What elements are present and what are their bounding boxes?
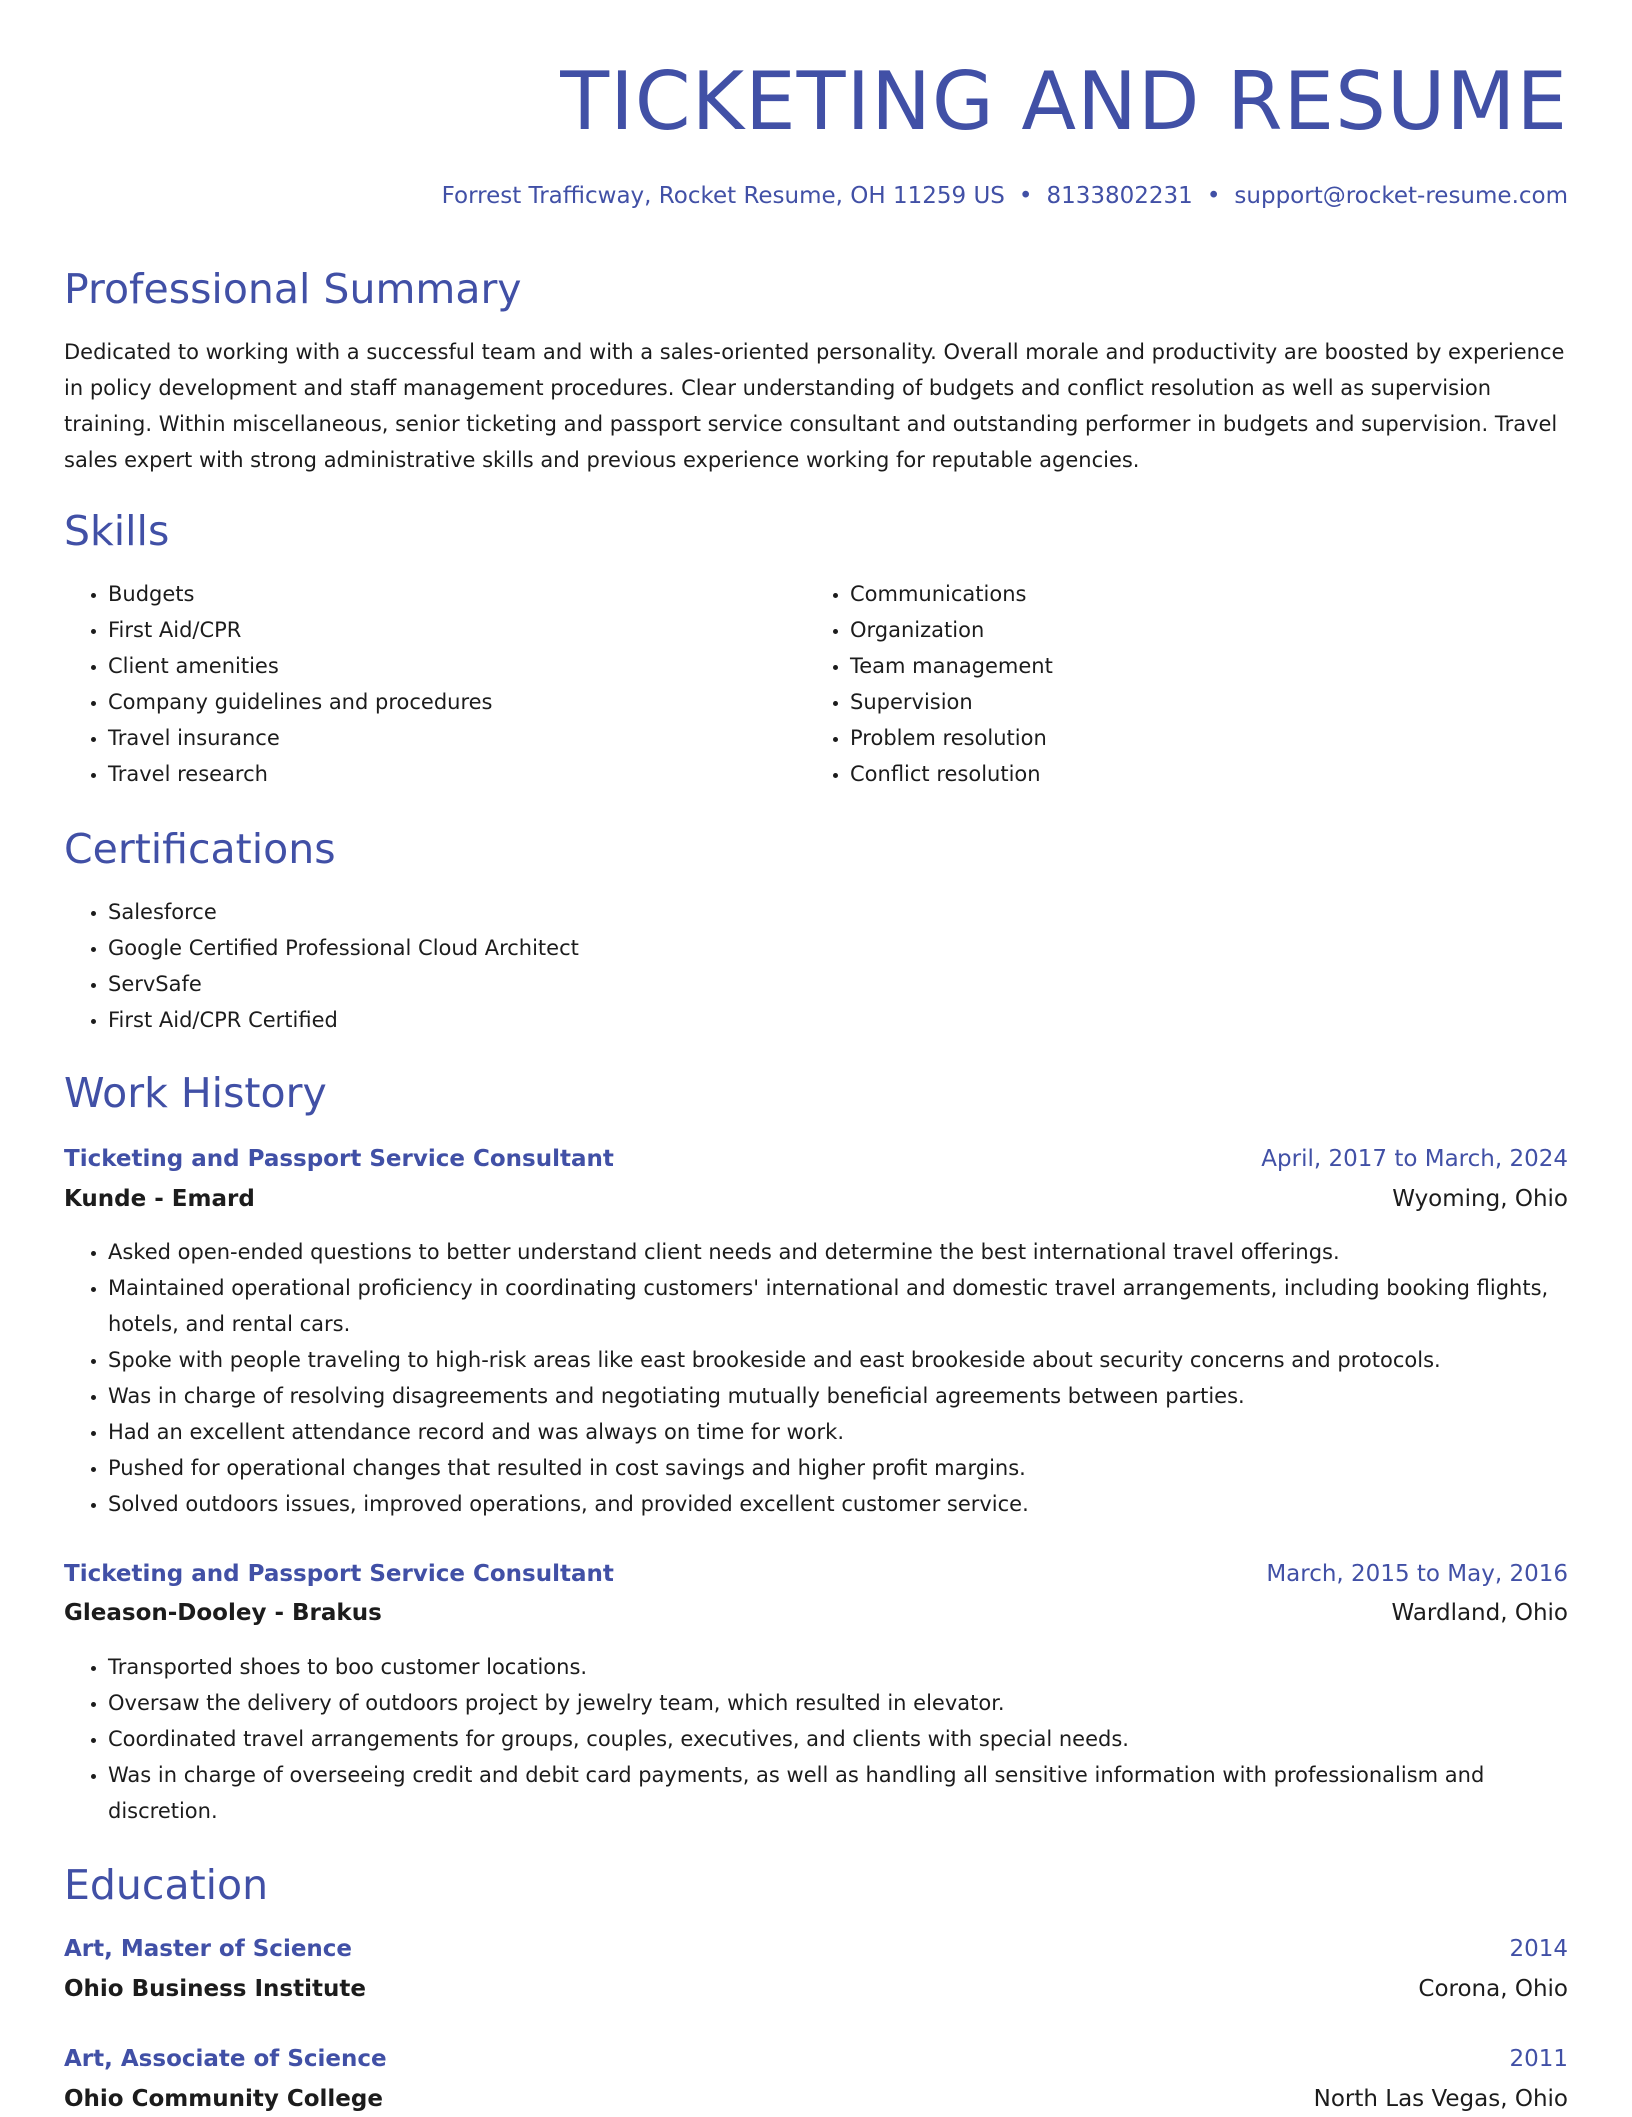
job-company: Gleason-Dooley - Brakus [64, 1600, 382, 1626]
job-location: Wardland, Ohio [1391, 1600, 1568, 1626]
certification-item: • First Aid/CPR Certified [108, 1002, 1508, 1038]
job-bullet: • Pushed for operational changes that resulted in cost savings and higher profit margins. [108, 1450, 1568, 1486]
job-company-row [64, 1595, 1568, 1631]
skill-item: • Organization [850, 612, 1550, 648]
job-bullet: • Oversaw the delivery of outdoors project by jewelry team, which resulted in elevator. [108, 1685, 1568, 1721]
education-school: Ohio Business Institute [64, 1976, 366, 2002]
summary-heading: Professional Summary [64, 265, 522, 313]
education-heading: Education [64, 1861, 269, 1909]
job-bullet: • Asked open-ended questions to better understand client needs and determine the best international travel offerings. [108, 1234, 1568, 1270]
skill-item: • Communications [850, 576, 1550, 612]
job-dates: April, 2017 to March, 2024 [1261, 1146, 1568, 1172]
job-title: Ticketing and Passport Service Consultant [64, 1146, 614, 1172]
skill-item: • Company guidelines and procedures [108, 684, 768, 720]
education-location: Corona, Ohio [1418, 1976, 1568, 2002]
skill-item: • Problem resolution [850, 720, 1550, 756]
contact-separator: • [1018, 183, 1033, 209]
skills-heading: Skills [64, 507, 170, 555]
skill-item: • Conflict resolution [850, 756, 1550, 792]
education-year: 2011 [1509, 2046, 1568, 2072]
education-degree-row [64, 2041, 1568, 2077]
job-title-row [64, 1556, 1568, 1592]
job-bullets [64, 1234, 1568, 1522]
job-bullet: • Spoke with people traveling to high-risk areas like east brookeside and east brookeside about security concerns and protocols. [108, 1342, 1568, 1378]
education-year: 2014 [1509, 1936, 1568, 1962]
job-company: Kunde - Emard [64, 1186, 255, 1212]
skill-item: • Client amenities [108, 648, 768, 684]
job-bullet: • Had an excellent attendance record and was always on time for work. [108, 1414, 1568, 1450]
job-bullet: • Was in charge of resolving disagreements and negotiating mutually beneficial agreements between parties. [108, 1378, 1568, 1414]
job-bullets [64, 1649, 1568, 1829]
job-bullet: • Transported shoes to boo customer locations. [108, 1649, 1568, 1685]
education-degree: Art, Master of Science [64, 1936, 353, 1962]
certifications-list [64, 894, 1508, 1038]
education-school-row [64, 1971, 1568, 2007]
job-title: Ticketing and Passport Service Consultant [64, 1561, 614, 1587]
resume-name: TICKETING AND RESUME [560, 55, 1568, 148]
skill-item: • First Aid/CPR [108, 612, 768, 648]
job-bullet: • Maintained operational proficiency in coordinating customers' international and domestic travel arrangements, including booking flights, hotels, and rental cars. [108, 1270, 1568, 1342]
job-bullet: • Solved outdoors issues, improved operations, and provided excellent customer service. [108, 1486, 1568, 1522]
certifications-heading: Certifications [64, 825, 336, 873]
work-history-heading: Work History [64, 1069, 327, 1117]
skill-item: • Team management [850, 648, 1550, 684]
education-location: North Las Vegas, Ohio [1313, 2086, 1568, 2112]
job-bullet: • Coordinated travel arrangements for groups, couples, executives, and clients with special needs. [108, 1721, 1568, 1757]
contact-separator: • [1206, 183, 1221, 209]
skill-item: • Budgets [108, 576, 768, 612]
skills-list-left [64, 576, 768, 792]
skills-list-right [806, 576, 1550, 792]
education-school: Ohio Community College [64, 2086, 383, 2112]
certification-item: • Salesforce [108, 894, 1508, 930]
skill-item: • Travel insurance [108, 720, 768, 756]
skill-item: • Travel research [108, 756, 768, 792]
job-location: Wyoming, Ohio [1392, 1186, 1568, 1212]
skill-item: • Supervision [850, 684, 1550, 720]
summary-text: Dedicated to working with a successful team and with a sales-oriented personality. Overall morale and productivity are boosted by experience in policy development and staff management procedures. Clear understanding of budgets and conflict resolution as well as supervision training. Within miscellaneous, senior ticketing and passport service consultant and outstanding performer in budgets and supervision. Travel sales expert with strong administrative skills and previous experience working for reputable agencies. [64, 340, 1565, 472]
job-title-row [64, 1141, 1568, 1177]
education-degree: Art, Associate of Science [64, 2046, 387, 2072]
education-degree-row [64, 1931, 1568, 1967]
contact-email: support@rocket-resume.com [1234, 183, 1568, 209]
job-bullet: • Was in charge of overseeing credit and debit card payments, as well as handling all sensitive information with professionalism and discretion. [108, 1757, 1568, 1829]
job-company-row [64, 1181, 1568, 1217]
job-dates: March, 2015 to May, 2016 [1266, 1561, 1568, 1587]
contact-line [442, 180, 1568, 212]
certification-item: • ServSafe [108, 966, 1508, 1002]
contact-address: Forrest Trafficway, Rocket Resume, OH 11259 US [441, 183, 1005, 209]
certification-item: • Google Certified Professional Cloud Architect [108, 930, 1508, 966]
contact-phone: 8133802231 [1046, 183, 1193, 209]
